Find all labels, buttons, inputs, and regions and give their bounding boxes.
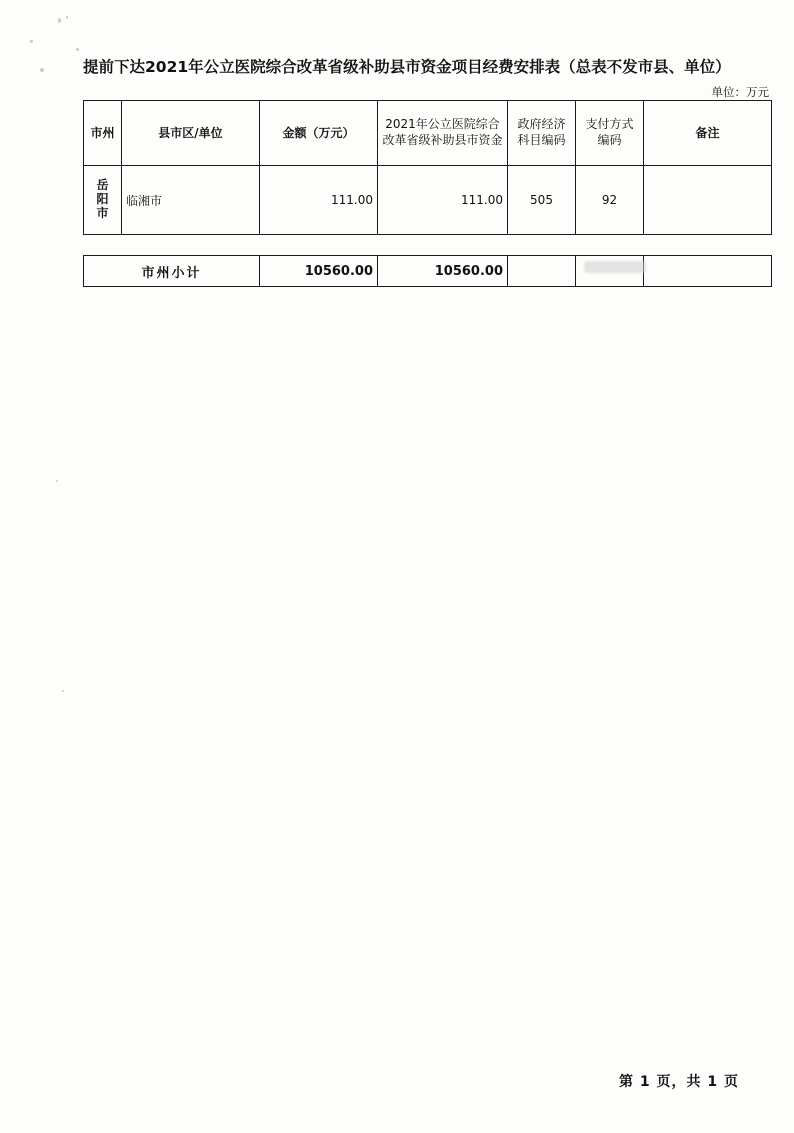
budget-table-wrapper <box>83 100 771 235</box>
scan-speckle <box>30 40 33 43</box>
cell-amount: 111.00 <box>260 166 378 235</box>
scan-speckle <box>76 48 79 51</box>
col-header-subsidy: 2021年公立医院综合改革省级补助县市资金 <box>378 101 508 166</box>
subtotal-amount: 10560.00 <box>260 256 378 287</box>
cell-city-char: 阳 <box>96 192 109 207</box>
cell-remark <box>644 166 772 235</box>
scan-speckle <box>62 690 64 692</box>
cell-pay-code: 92 <box>576 166 644 235</box>
subtotal-table-wrapper <box>83 255 771 287</box>
unit-note: 单位：万元 <box>711 85 769 99</box>
subtotal-remark <box>644 256 772 287</box>
subtotal-label: 市州小计 <box>84 256 260 287</box>
scan-speckle <box>40 68 44 72</box>
subtotal-econ-code <box>508 256 576 287</box>
cell-subsidy: 111.00 <box>378 166 508 235</box>
page-title: 提前下达2021年公立医院综合改革省级补助县市资金项目经费安排表（总表不发市县、单位） <box>83 58 731 76</box>
subtotal-subsidy: 10560.00 <box>378 256 508 287</box>
table-row <box>84 166 772 235</box>
col-header-city: 市州 <box>84 101 122 166</box>
subtotal-row <box>84 256 772 287</box>
cell-city-char: 市 <box>96 205 109 220</box>
scan-speckle <box>56 480 58 482</box>
cell-unit: 临湘市 <box>122 166 260 235</box>
cell-econ-code: 505 <box>508 166 576 235</box>
subtotal-pay-code <box>576 256 644 287</box>
col-header-unit: 县市区/单位 <box>122 101 260 166</box>
col-header-pay-code: 支付方式编码 <box>576 101 644 166</box>
cell-city-char: 岳 <box>96 178 109 193</box>
page-footer: 第 1 页，共 1 页 <box>619 1074 739 1090</box>
col-header-econ-code: 政府经济科目编码 <box>508 101 576 166</box>
budget-table <box>83 100 772 235</box>
col-header-remark: 备注 <box>644 101 772 166</box>
table-header-row <box>84 101 772 166</box>
cell-city <box>84 166 122 235</box>
col-header-amount: 金额（万元） <box>260 101 378 166</box>
scan-speckle <box>66 16 68 19</box>
scan-speckle <box>58 18 61 23</box>
subtotal-table <box>83 255 772 287</box>
